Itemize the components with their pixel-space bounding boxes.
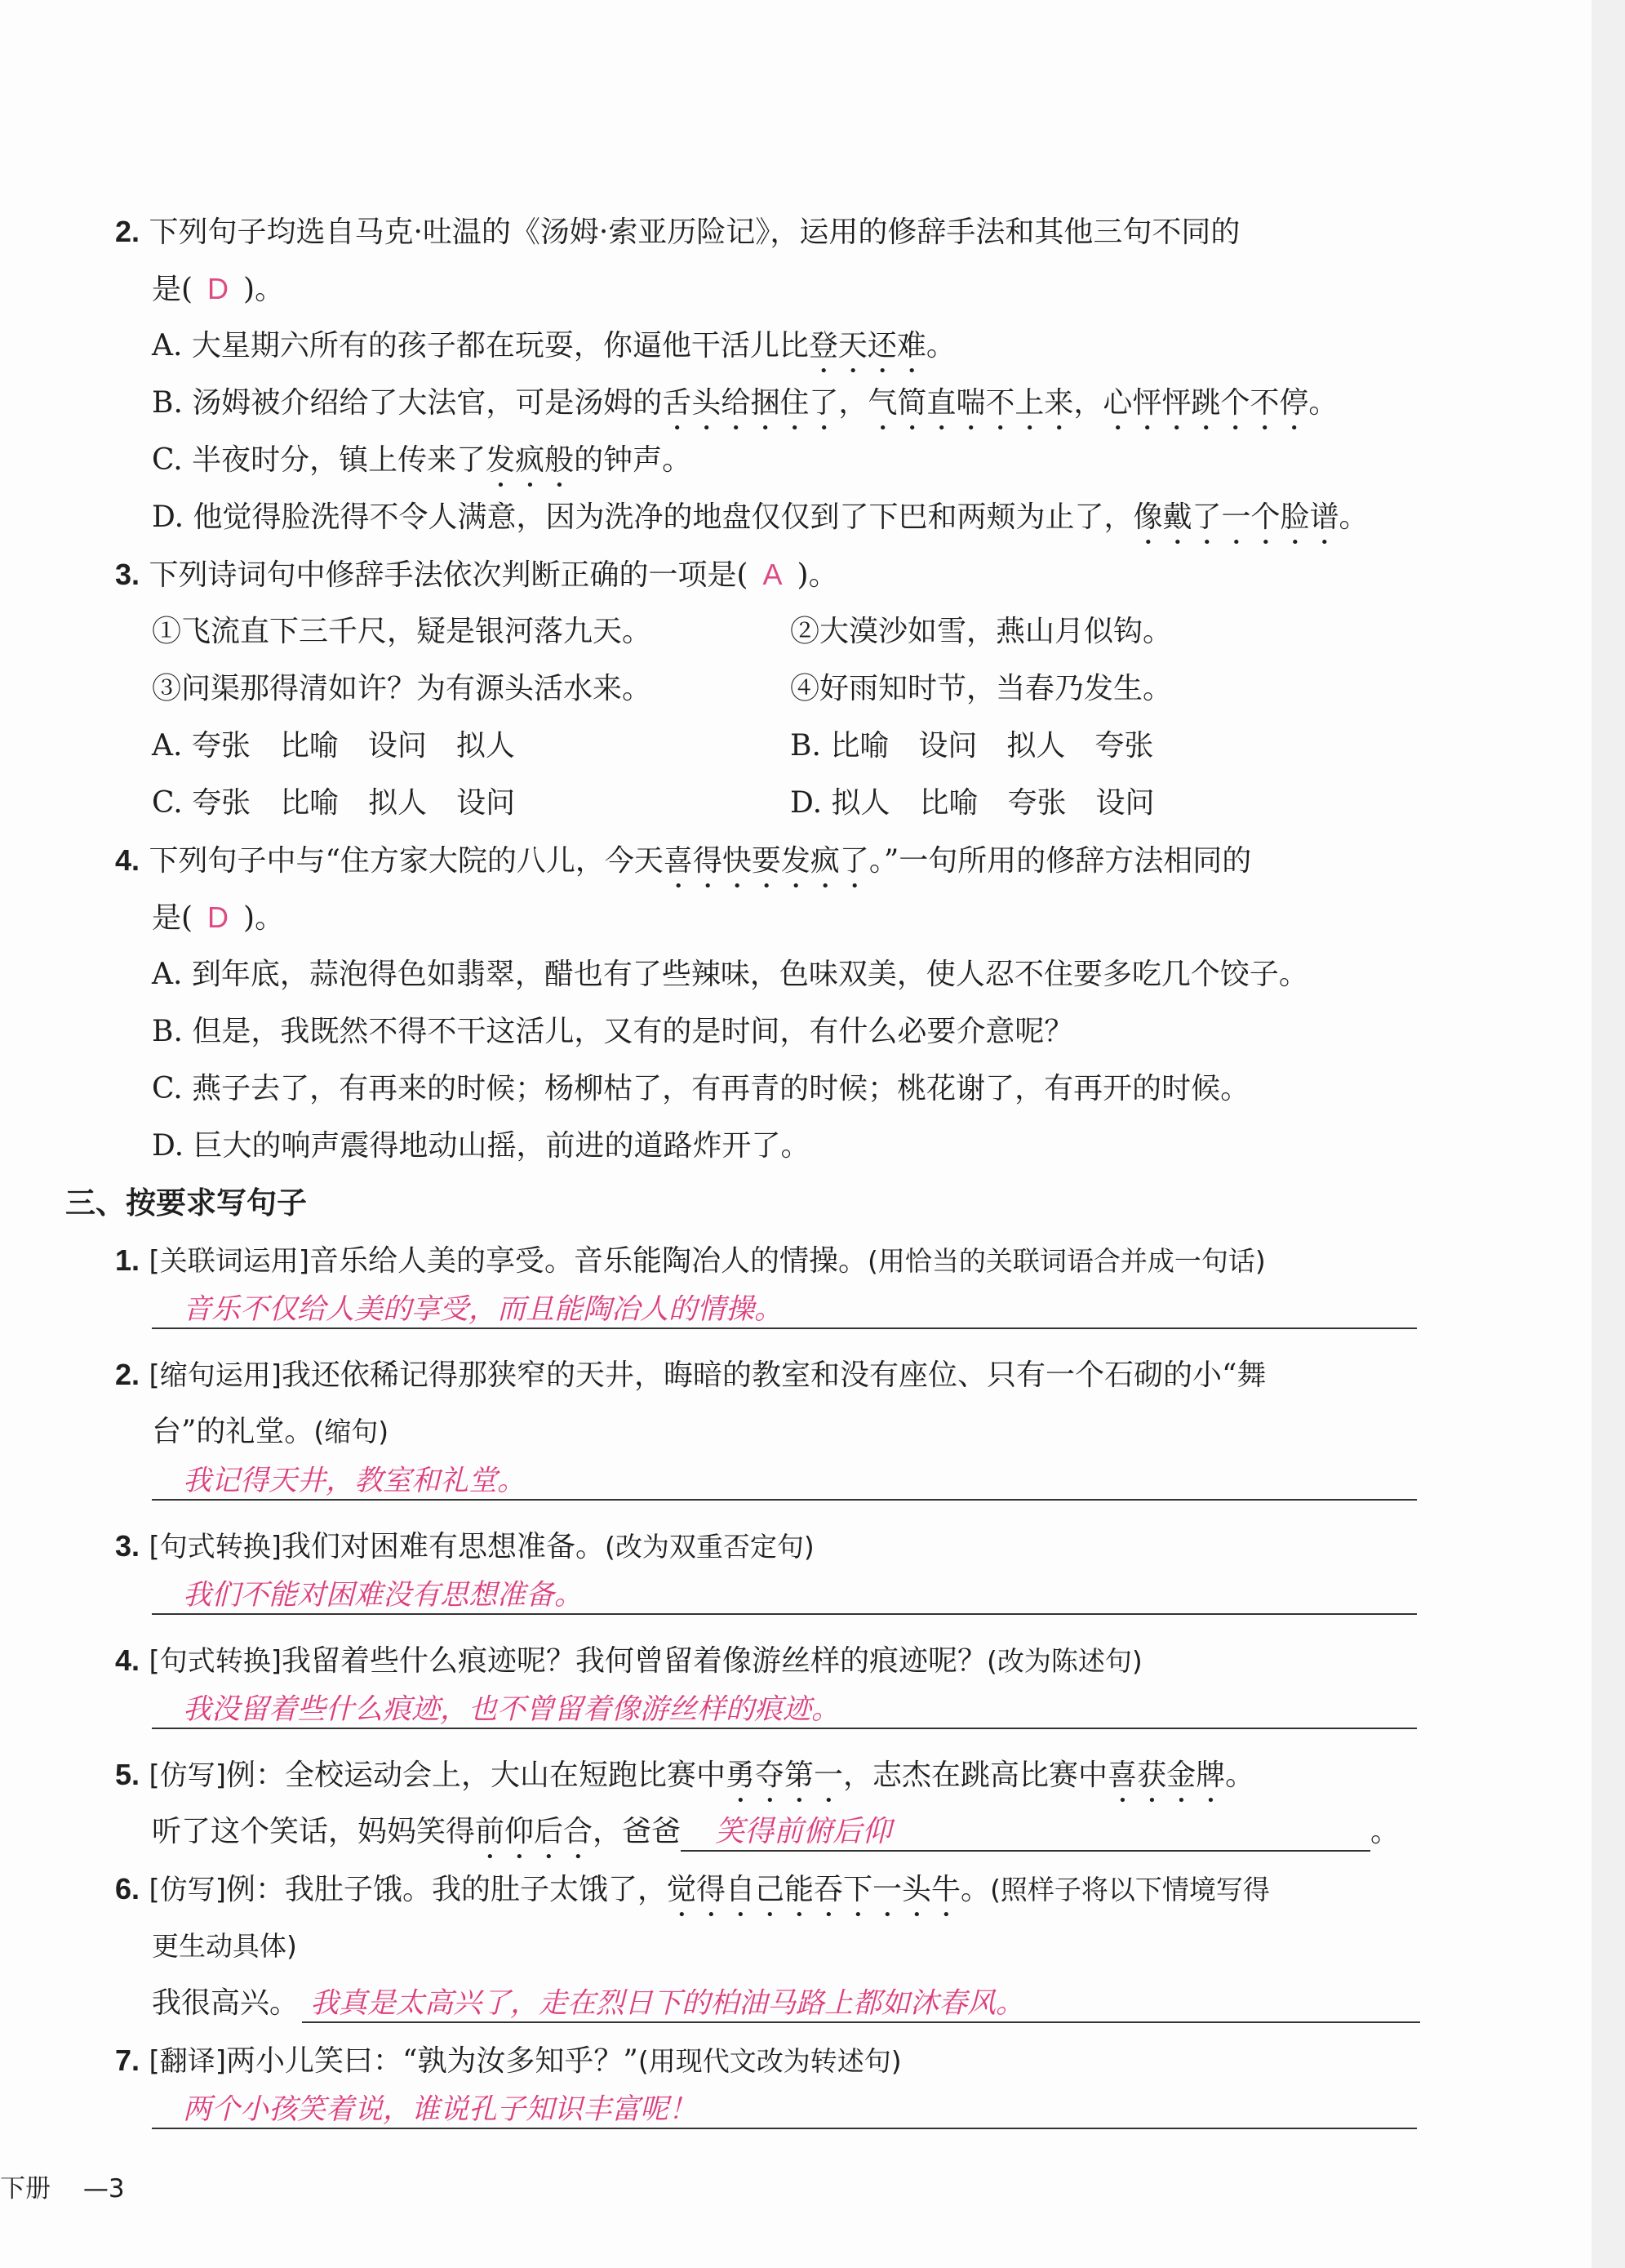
emphasis-dots-text: 像戴了一个脸谱 <box>1133 500 1339 534</box>
s5-answer: 笑得前俯后仰 <box>681 1814 1370 1852</box>
q2-number: 2. <box>115 215 140 248</box>
emphasis-dots-text: 登天还难 <box>808 329 926 362</box>
q4-option-c: C. 燕子去了，有再来的时候；杨柳枯了，有再青的时候；桃花谢了，有再开的时候。 <box>152 1072 1250 1105</box>
s7-answer: 两个小孩笑着说，谁说孔子知识丰富呢！ <box>183 2093 698 2126</box>
s4-prompt: 4. [句式转换]我留着些什么痕迹呢？我何曾留着像游丝样的痕迹呢？(改为陈述句) <box>115 1643 1143 1678</box>
s6-prompt: 我很高兴。 <box>152 1986 300 2020</box>
s1-tag: [关联词运用] <box>149 1245 310 1278</box>
s6-note-line2: 更生动具体) <box>152 1930 297 1962</box>
s5-example: 5. [仿写]例：全校运动会上，大山在短跑比赛中勇夺第一，志杰在跳高比赛中喜获金牌。 <box>115 1758 1255 1792</box>
s4-tag: [句式转换] <box>149 1645 282 1678</box>
q3-number: 3. <box>115 558 140 591</box>
q3-poem-4: ④好雨知时节，当春乃发生。 <box>790 672 1173 705</box>
s7-answer-line <box>152 2092 1417 2129</box>
s5-exercise: 听了这个笑话，妈妈笑得前仰后合，爸爸 笑得前俯后仰 。 <box>152 1814 1400 1866</box>
q2-stem-line1 <box>115 214 1240 251</box>
q2-stem-line2: 是( D )。 <box>152 272 285 306</box>
q4-option-b: B. 但是，我既然不得不干这活儿，又有的是时间，有什么必要介意呢？ <box>152 1015 1074 1048</box>
s2-prompt-line2: 台”的礼堂。(缩句) <box>152 1415 389 1448</box>
q3-option-a: A. 夸张 比喻 设问 拟人 <box>152 729 515 763</box>
q3-poem-1: ①飞流直下三千尺，疑是银河落九天。 <box>152 615 652 648</box>
q2-option-b: B. 汤姆被介绍给了大法官，可是汤姆的舌头给捆住了，气简直喘不上来，心怦怦跳个不停。 <box>152 386 1339 420</box>
q3-option-d: D. 拟人 比喻 夸张 设问 <box>790 786 1155 820</box>
q3-answer: A <box>762 558 783 591</box>
s3-answer-line <box>152 1577 1417 1615</box>
q2-option-d: D. 他觉得脸洗得不令人满意，因为洗净的地盘仅仅到了下巴和两颊为止了，像戴了一个脸谱。 <box>152 500 1369 534</box>
q2-answer: D <box>207 272 229 305</box>
s1-answer: 音乐不仅给人美的享受，而且能陶冶人的情操。 <box>183 1293 784 1326</box>
q4-option-a: A. 到年底，蒜泡得色如翡翠，醋也有了些辣味，色味双美，使人忍不住要多吃几个饺子。 <box>152 958 1308 991</box>
q4-stem-line2: 是( D )。 <box>152 901 285 935</box>
emphasis-dots-text: 气简直喘不上来 <box>868 386 1074 420</box>
q3-poem-2: ②大漠沙如雪，燕山月似钩。 <box>790 615 1173 648</box>
q3-stem: 3. 下列诗词句中修辞手法依次判断正确的一项是( A )。 <box>115 558 838 592</box>
s2-answer-line <box>152 1463 1417 1501</box>
q4-stem-line1: 4. 下列句子中与“住方家大院的八儿，今天喜得快要发疯了。”一句所用的修辞方法相同的 <box>115 843 1252 878</box>
emphasis-dots-text: 喜得快要发疯了 <box>663 844 869 878</box>
s6-example: 6. [仿写]例：我肚子饿。我的肚子太饿了，觉得自己能吞下一头牛。(照样子将以下情境写得 <box>115 1872 1270 1906</box>
s4-answer-line <box>152 1692 1417 1729</box>
s3-tag: [句式转换] <box>149 1531 282 1563</box>
s7-prompt: 7. [翻译]两小儿笑曰：“孰为汝多知乎？”(用现代文改为转述句) <box>115 2043 902 2078</box>
emphasis-dots-text: 觉得自己能吞下一头牛 <box>667 1873 961 1906</box>
s3-prompt: 3. [句式转换]我们对困难有思想准备。(改为双重否定句) <box>115 1529 815 1563</box>
page-edge-shadow <box>1592 0 1625 2268</box>
emphasis-dots-text: 舌头给捆住了 <box>662 386 839 420</box>
s6-tag: [仿写] <box>149 1874 227 1906</box>
s2-prompt-line1: 2. [缩句运用]我还依稀记得那狭窄的天井，晦暗的教室和没有座位、只有一个石砌的小“舞 <box>115 1358 1267 1392</box>
s4-answer: 我没留着些什么痕迹，也不曾留着像游丝样的痕迹。 <box>183 1693 841 1726</box>
q3-option-c: C. 夸张 比喻 拟人 设问 <box>152 786 516 820</box>
emphasis-dots-text: 发疯般 <box>486 443 575 477</box>
s3-answer: 我们不能对困难没有思想准备。 <box>183 1579 584 1612</box>
emphasis-dots-text: 勇夺第一 <box>726 1759 844 1792</box>
emphasis-dots-text: 心怦怦跳个不停 <box>1103 386 1309 420</box>
q2-option-a: A. 大星期六所有的孩子都在玩耍，你逼他干活儿比登天还难。 <box>152 329 956 362</box>
s2-tag: [缩句运用] <box>149 1359 282 1392</box>
q2-option-c: C. 半夜时分，镇上传来了发疯般的钟声。 <box>152 443 692 477</box>
s1-prompt: 1. [关联词运用]音乐给人美的享受。音乐能陶冶人的情操。(用恰当的关联词语合并成一句话) <box>115 1243 1266 1278</box>
page-footer <box>0 2168 125 2204</box>
s5-tag: [仿写] <box>149 1759 227 1792</box>
s7-tag: [翻译] <box>149 2045 227 2078</box>
emphasis-dots-text: 前仰后合 <box>475 1815 593 1848</box>
section-title: 三、按要求写句子 <box>65 1185 307 1221</box>
q4-number: 4. <box>115 843 140 877</box>
q2-stem-text: 下列句子均选自马克·吐温的《汤姆·索亚历险记》，运用的修辞手法和其他三句不同的 <box>149 216 1241 249</box>
s6-answer-line <box>302 1986 1420 2023</box>
q4-answer: D <box>207 901 229 934</box>
q3-option-b: B. 比喻 设问 拟人 夸张 <box>790 729 1154 763</box>
s1-answer-line <box>152 1292 1417 1329</box>
q4-option-d: D. 巨大的响声震得地动山摇，前进的道路炸开了。 <box>152 1129 810 1163</box>
emphasis-dots-text: 喜获金牌 <box>1108 1759 1226 1792</box>
q3-poem-3: ③问渠那得清如许？为有源头活水来。 <box>152 672 652 705</box>
footer-page-number: —3 <box>82 2174 125 2204</box>
footer-volume: 下册 <box>0 2174 51 2204</box>
s6-answer: 我真是太高兴了，走在烈日下的柏油马路上都如沐春风。 <box>310 1987 1025 2020</box>
s2-answer: 我记得天井，教室和礼堂。 <box>183 1465 526 1497</box>
